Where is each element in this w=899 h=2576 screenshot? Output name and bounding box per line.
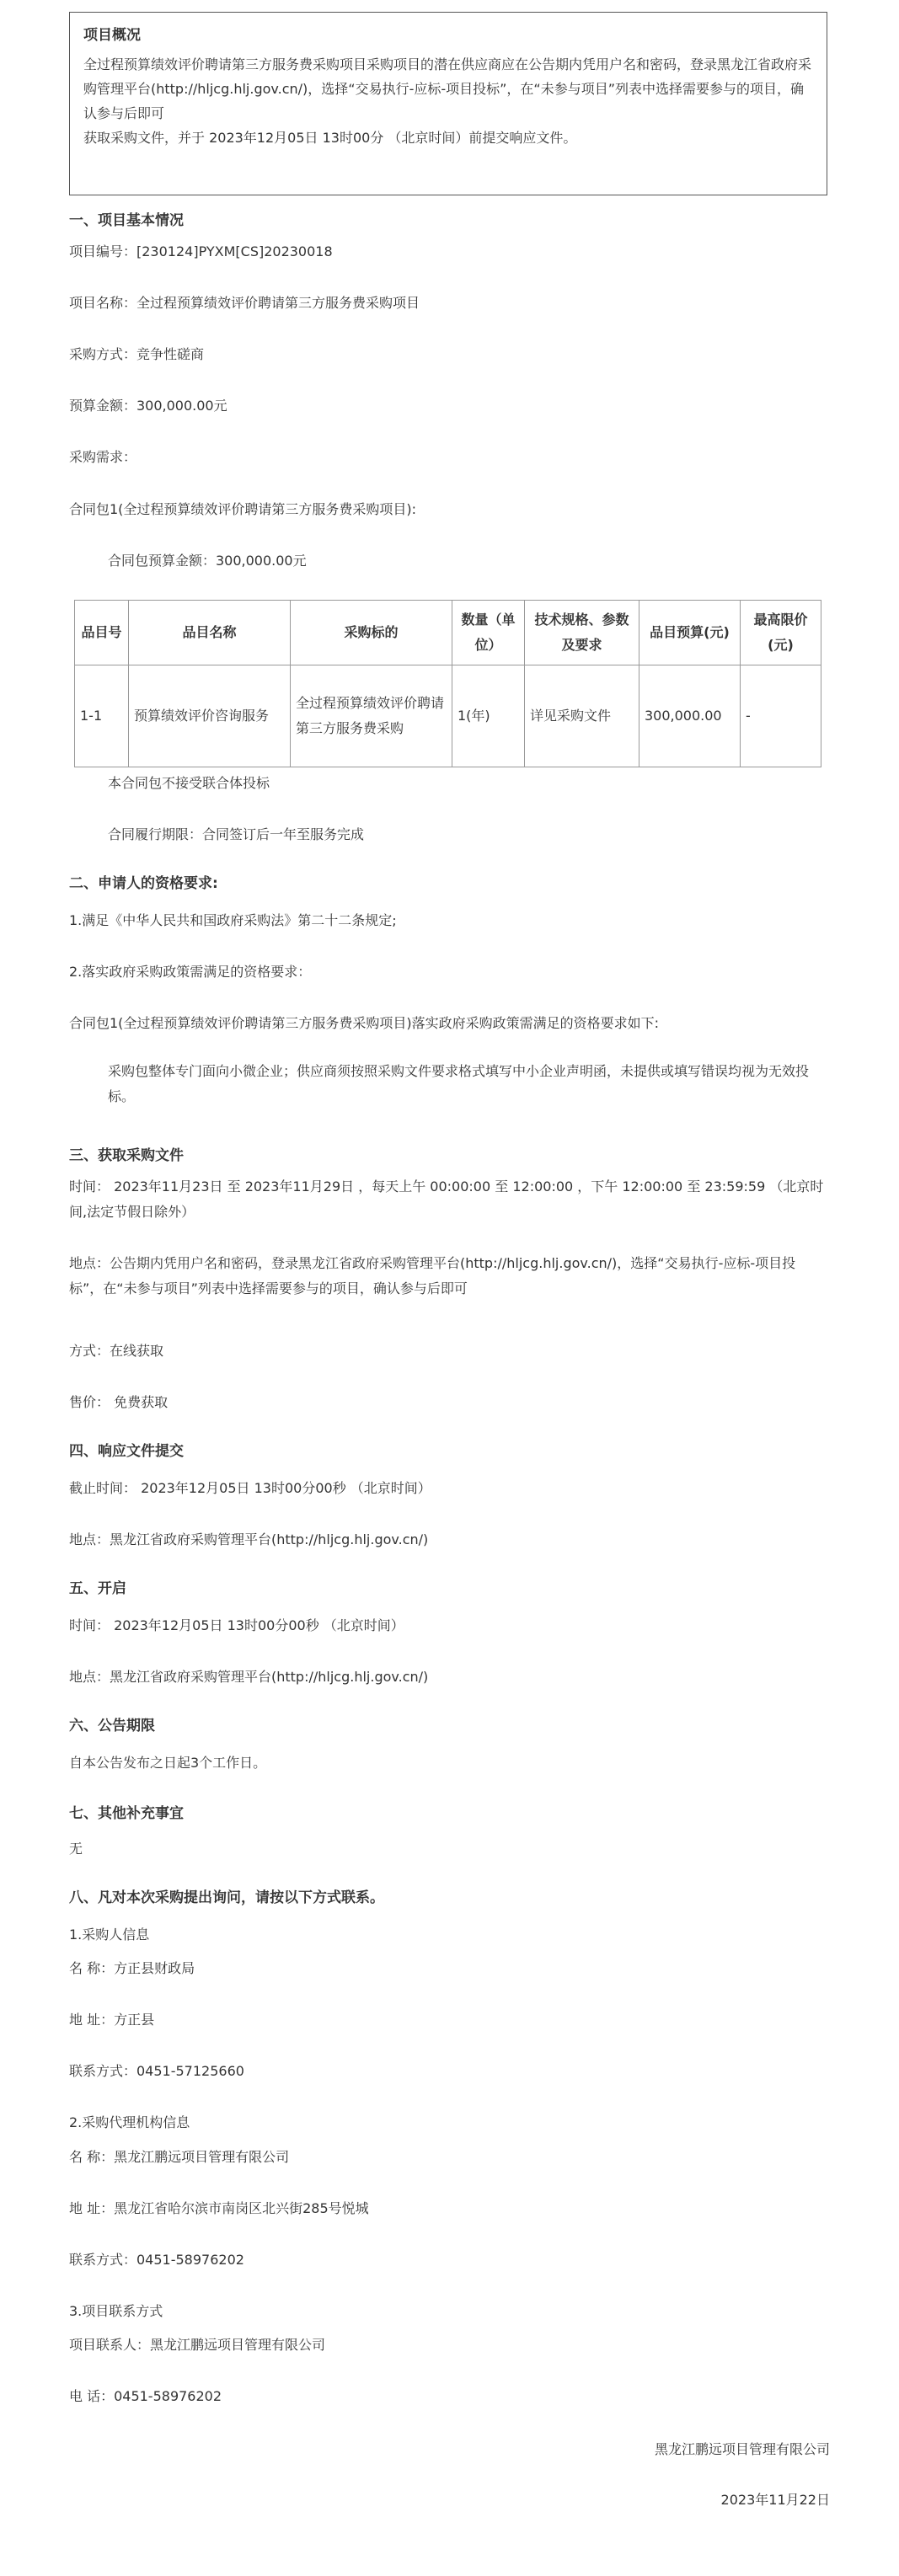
- other-matters-text: 无: [69, 1841, 83, 1857]
- agent-phone: 联系方式：0451-58976202: [69, 2252, 244, 2268]
- buyer-phone: 联系方式：0451-57125660: [69, 2063, 244, 2079]
- section-heading-contacts: 八、凡对本次采购提出询问，请按以下方式联系。: [69, 1889, 384, 1906]
- opening-place: 地点：黑龙江省政府采购管理平台(http://hljcg.hlj.gov.cn/): [69, 1669, 429, 1685]
- agent-address: 地 址：黑龙江省哈尔滨市南岗区北兴街285号悦城: [69, 2200, 369, 2216]
- obtain-place: 地点：公告期内凭用户名和密码，登录黑龙江省政府采购管理平台(http://hljcg.hlj.gov.cn/)，选择“交易执行-应标-项目投标”，在“未参与项目”列表中选择需要参与的项目，确认参与后即可: [69, 1255, 796, 1296]
- overview-text: 全过程预算绩效评价聘请第三方服务费采购项目采购项目的潜在供应商应在公告期内凭用户名和密码，登录黑龙江省政府采购管理平台(http://hljcg.hlj.gov.cn/)，选择“交易执行-应标-项目投标”，在“未参与项目”列表中选择需要参与的项目，确认参与后即可: [83, 56, 812, 121]
- section-heading-obtain-docs: 三、获取采购文件: [69, 1147, 184, 1164]
- qualification-4: 采购包整体专门面向小微企业；供应商须按照采购文件要求格式填写中小企业声明函，未提供或填写错误均视为无效投标。: [108, 1063, 810, 1104]
- project-contact-phone: 电 话：0451-58976202: [69, 2388, 222, 2404]
- section-heading-basic-info: 一、项目基本情况: [69, 212, 184, 229]
- submission-place: 地点：黑龙江省政府采购管理平台(http://hljcg.hlj.gov.cn/): [69, 1531, 429, 1547]
- section-heading-qualifications: 二、申请人的资格要求:: [69, 875, 218, 892]
- table-cell: -: [741, 665, 821, 767]
- table-header-cell: 最高限价(元): [741, 601, 821, 665]
- obtain-method: 方式：在线获取: [69, 1343, 164, 1359]
- footer-organization: 黑龙江鹏远项目管理有限公司: [654, 2441, 830, 2457]
- qualification-1: 1.满足《中华人民共和国政府采购法》第二十二条规定;: [69, 912, 397, 928]
- table-header-cell: 品目号: [75, 601, 129, 665]
- project-name: 项目名称：全过程预算绩效评价聘请第三方服务费采购项目: [69, 295, 420, 311]
- project-number: 项目编号：[230124]PYXM[CS]20230018: [69, 243, 333, 259]
- table-cell: 1-1: [75, 665, 129, 767]
- obtain-time: 时间： 2023年11月23日 至 2023年11月29日 ，每天上午 00:00:00 至 12:00:00 ，下午 12:00:00 至 23:59:59 （北京时间,法定节假日除外）: [69, 1178, 824, 1220]
- overview-deadline: 获取采购文件，并于 2023年12月05日 13时00分 （北京时间）前提交响应文件。: [83, 130, 577, 146]
- project-contact-title: 3.项目联系方式: [69, 2303, 163, 2319]
- table-cell: 全过程预算绩效评价聘请第三方服务费采购: [291, 665, 452, 767]
- overview-title: 项目概况: [83, 27, 141, 44]
- buyer-info-title: 1.采购人信息: [69, 1927, 150, 1943]
- table-header-cell: 品目名称: [129, 601, 291, 665]
- no-joint-bid: 本合同包不接受联合体投标: [108, 775, 270, 791]
- table-row: [75, 665, 821, 767]
- table-cell: 预算绩效评价咨询服务: [129, 665, 291, 767]
- contract-period: 合同履行期限：合同签订后一年至服务完成: [108, 826, 365, 842]
- procurement-method: 采购方式：竞争性磋商: [69, 346, 205, 362]
- obtain-price: 售价： 免费获取: [69, 1394, 169, 1410]
- table-header-cell: 数量（单位）: [452, 601, 525, 665]
- project-overview-box: [69, 12, 827, 195]
- submission-deadline: 截止时间： 2023年12月05日 13时00分00秒 （北京时间）: [69, 1480, 431, 1496]
- notice-period-text: 自本公告发布之日起3个工作日。: [69, 1755, 267, 1771]
- table-cell: 300,000.00: [639, 665, 741, 767]
- section-heading-other-matters: 七、其他补充事宜: [69, 1805, 184, 1822]
- contract-package: 合同包1(全过程预算绩效评价聘请第三方服务费采购项目):: [69, 501, 417, 517]
- agent-name: 名 称：黑龙江鹏远项目管理有限公司: [69, 2149, 290, 2165]
- procurement-demand: 采购需求：: [69, 449, 137, 465]
- budget-amount: 预算金额：300,000.00元: [69, 398, 227, 414]
- table-cell: 1(年): [452, 665, 525, 767]
- items-table: [74, 600, 821, 767]
- buyer-address: 地 址：方正县: [69, 2012, 155, 2028]
- table-header-cell: 采购标的: [291, 601, 452, 665]
- project-contact-person: 项目联系人：黑龙江鹏远项目管理有限公司: [69, 2337, 326, 2353]
- table-cell: 详见采购文件: [525, 665, 639, 767]
- table-header-cell: 技术规格、参数及要求: [525, 601, 639, 665]
- opening-time: 时间： 2023年12月05日 13时00分00秒 （北京时间）: [69, 1617, 404, 1633]
- section-heading-notice-period: 六、公告期限: [69, 1718, 155, 1734]
- qualification-3: 合同包1(全过程预算绩效评价聘请第三方服务费采购项目)落实政府采购政策需满足的资格要求如下:: [69, 1015, 660, 1031]
- agent-info-title: 2.采购代理机构信息: [69, 2114, 190, 2130]
- section-heading-opening: 五、开启: [69, 1580, 126, 1597]
- buyer-name: 名 称：方正县财政局: [69, 1960, 195, 1976]
- section-heading-submission: 四、响应文件提交: [69, 1443, 184, 1460]
- qualification-2: 2.落实政府采购政策需满足的资格要求：: [69, 964, 312, 980]
- table-header-cell: 品目预算(元): [639, 601, 741, 665]
- package-budget: 合同包预算金额：300,000.00元: [108, 553, 307, 569]
- footer-date: 2023年11月22日: [720, 2492, 830, 2508]
- table-header-row: [75, 601, 821, 665]
